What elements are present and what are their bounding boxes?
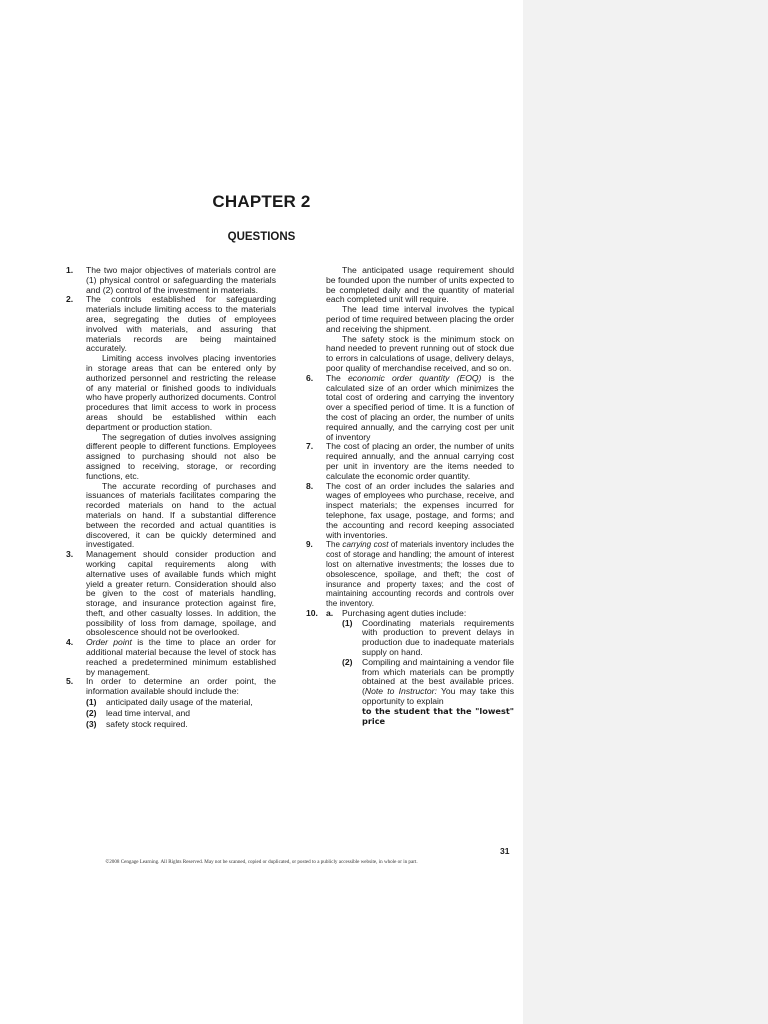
list-item-number: (3)	[86, 718, 97, 729]
question-number: 9.	[306, 540, 313, 550]
question-6	[306, 374, 514, 443]
right-column	[306, 266, 514, 726]
page-number: 31	[500, 846, 510, 856]
question-10	[306, 609, 514, 727]
question-4	[66, 638, 276, 677]
question-text: The controls established for safeguarding materials include limiting access to the materials area, segregating the duties of employees involved with materials, and assuring that materials records are being maintained accurately.	[86, 294, 276, 354]
list-item-text: Compiling and maintaining a vendor file from which materials can be promptly obtained at the best available prices. (	[362, 656, 514, 697]
list-item	[86, 720, 276, 730]
question-number: 10.	[306, 607, 318, 618]
question-5	[66, 677, 276, 729]
question-number: 5.	[66, 676, 74, 687]
question-text	[326, 540, 514, 609]
list-item-number: (2)	[342, 656, 353, 667]
question-part-a	[326, 609, 514, 727]
question-text-body: is the calculated size of an order which minimizes the total cost of ordering and carrying the inventory over a specified period of time. It is a function of the cost of placing an order, the number of units required annually, and the carrying cost per unit of inventory	[326, 372, 514, 442]
list-item-text: safety stock required.	[106, 718, 188, 729]
question-text-pre: The	[326, 372, 349, 383]
list-item-text: lead time interval, and	[106, 707, 191, 718]
question-paragraph: The lead time interval involves the typical period of time required between placing the order and receiving the shipment.	[326, 304, 514, 334]
section-title: QUESTIONS	[227, 231, 296, 243]
list-item	[342, 619, 514, 658]
list-item-text: Coordinating materials requirements with production to prevent delays in production due to inadequate materials supply on hand.	[362, 617, 514, 658]
question-paragraph: The segregation of duties involves assigning different people to different functions. Employees assigned to purchasing should not also be assigned to receiving, storage, or recording functions, etc.	[86, 431, 276, 481]
term-eoq: economic order quantity (EOQ)	[348, 372, 482, 383]
list-item-number: (1)	[86, 697, 97, 708]
question-7	[306, 442, 514, 481]
question-text-body: of materials inventory includes the cost of storage and handling; the amount of interest lost on alternative investments; the losses due to obsolescence, spoilage, and theft; the cost of insurance and property taxes; and the cost of maintaining accounting records and controls over the inventory.	[326, 540, 514, 609]
question-text: The cost of placing an order, the number of units required annually, and the annual carrying cost per unit in inventory are the items needed to calculate the economic order quantity.	[326, 441, 514, 481]
question-number: 1.	[66, 265, 74, 275]
left-column	[66, 266, 276, 729]
question-5-continued	[306, 266, 514, 374]
question-paragraph: The anticipated usage requirement should be founded upon the number of units expected to be completed daily and the quantity of material each completed unit will require.	[326, 265, 514, 305]
question-paragraph: The accurate recording of purchases and issuances of materials facilitates comparing the recorded materials on hand to the actual materials on hand. If a substantial difference between the recorded and actual quantities is discovered, it can be quickly determined and investigated.	[86, 480, 276, 550]
part-letter: a.	[326, 607, 334, 618]
list-item	[86, 709, 276, 719]
chapter-title: CHAPTER 2	[212, 192, 311, 211]
term-carrying-cost: carrying cost	[342, 540, 389, 550]
question-9	[306, 540, 514, 609]
question-text: In order to determine an order point, the information available should include the:	[86, 676, 276, 697]
instructor-note-continued: to the student that the "lowest" price	[362, 705, 514, 726]
question-text: Management should consider production and working capital requirements along with alternative uses of available funds which might yield a greater return. Consideration should also be given to the cost of materials handling, storage, and insurance protection against fire, theft, and other casualty losses. In addition, the possibility of loss from damage, spoilage, and obsolescence should not be overlooked.	[86, 549, 276, 638]
list-item	[342, 658, 514, 727]
question-text	[86, 638, 276, 677]
question-number: 8.	[306, 480, 314, 491]
question-3	[66, 550, 276, 638]
instructor-note-text: You may take this opportunity to explain	[362, 686, 514, 707]
comment-side-panel	[523, 0, 768, 1024]
instructor-note-label: Note to Instructor:	[364, 686, 437, 697]
question-number: 7.	[306, 441, 314, 452]
question-number: 4.	[66, 637, 74, 648]
list-item-text: anticipated daily usage of the material,	[106, 697, 253, 708]
question-text: The two major objectives of materials control are (1) physical control or safeguarding the materials and (2) control of the investment in materials.	[86, 265, 276, 295]
list-item	[86, 698, 276, 708]
question-paragraph: The safety stock is the minimum stock on hand needed to prevent running out of stock due to errors in calculations of usage, delivery delays, poor quality of merchandise received, and so on.	[326, 333, 514, 373]
question-paragraph: Limiting access involves placing inventories in storage areas that can be entered only by authorized personnel and restricting the release of any material or finished goods to individuals who have properly authorized documents. Control procedures that limit access to work in process areas should be established within each department or production station.	[86, 353, 276, 432]
question-1	[66, 266, 276, 295]
list-item-number: (2)	[86, 707, 97, 718]
question-text-pre: The	[326, 540, 343, 550]
question-text: The cost of an order includes the salaries and wages of employees who purchase, receive, and inspect materials; the expenses incurred for telephone, fax usage, postage, and forms; and the accounting and record keeping associated with inventories.	[326, 480, 514, 540]
question-8	[306, 482, 514, 541]
question-text: Purchasing agent duties include:	[342, 607, 467, 618]
question-number: 6.	[306, 372, 314, 383]
list-item-number: (1)	[342, 617, 353, 628]
question-text	[326, 374, 514, 443]
question-number: 2.	[66, 294, 74, 305]
term-order-point: Order point	[86, 637, 132, 648]
question-text-body: is the time to place an order for additional material because the level of stock has reached a predetermined minimum established by management.	[86, 637, 276, 677]
question-2	[66, 295, 276, 550]
copyright-notice: ©2008 Cengage Learning. All Rights Reserved. May not be scanned, copied or duplicated, or posted to a publicly accessible website, in whole or in part.	[105, 859, 418, 865]
question-number: 3.	[66, 549, 74, 560]
